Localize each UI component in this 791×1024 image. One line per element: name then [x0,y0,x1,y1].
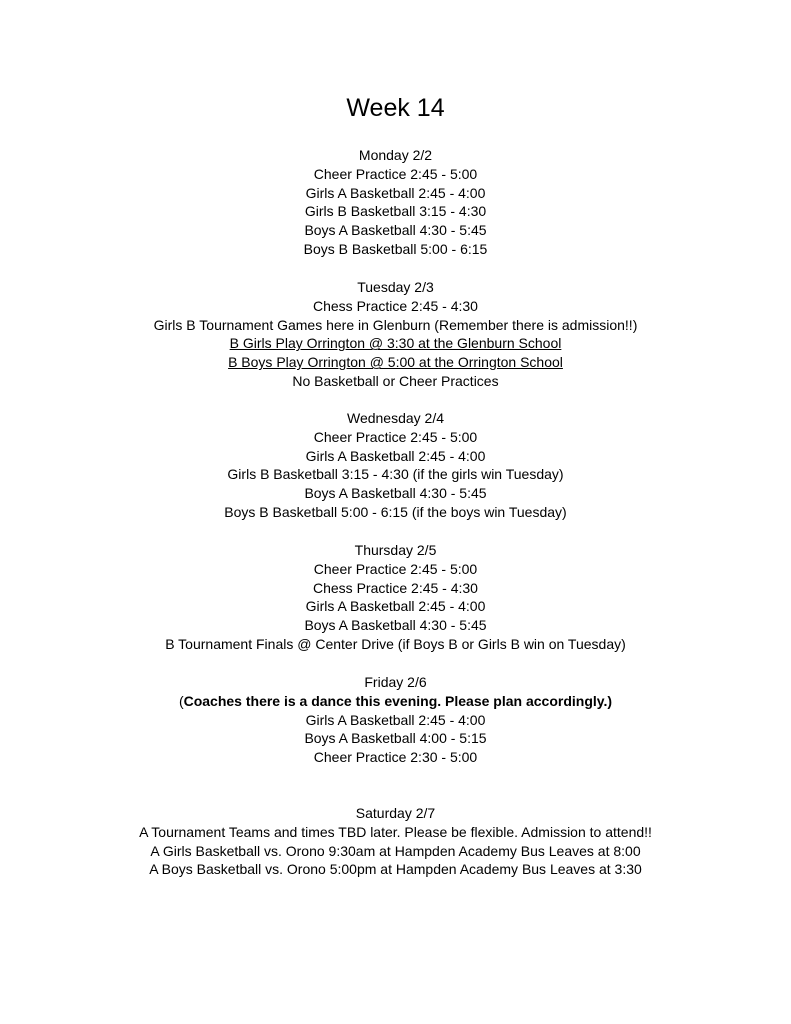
day-heading-friday: Friday 2/6 [364,674,427,690]
page-title: Week 14 [346,94,445,122]
day-section-saturday [0,804,791,879]
schedule-line: Chess Practice 2:45 - 4:30 [313,297,478,314]
schedule-line: Girls B Basketball 3:15 - 4:30 [304,203,487,220]
schedule-line-underlined: B Boys Play Orrington @ 5:00 at the Orrington School [228,354,563,371]
coaches-note-open-paren: ( [178,692,184,709]
schedule-line: A Boys Basketball vs. Orono 5:00pm at Hampden Academy Bus Leaves at 3:30 [149,861,642,878]
schedule-line: Chess Practice 2:45 - 4:30 [313,579,478,596]
schedule-line: Boys B Basketball 5:00 - 6:15 [303,240,488,257]
schedule-line: Boys A Basketball 4:30 - 5:45 [304,485,487,502]
day-section-thursday [0,541,791,654]
schedule-line: No Basketball or Cheer Practices [292,372,499,389]
day-heading-monday: Monday 2/2 [358,147,433,163]
day-heading-wednesday: Wednesday 2/4 [346,410,445,426]
schedule-line: Girls B Basketball 3:15 - 4:30 (if the girls win Tuesday) [227,466,564,483]
day-section-friday [0,673,791,767]
schedule-line: Girls A Basketball 2:45 - 4:00 [305,711,486,728]
schedule-line: A Girls Basketball vs. Orono 9:30am at Hampden Academy Bus Leaves at 8:00 [150,842,641,859]
schedule-line: Boys A Basketball 4:30 - 5:45 [304,222,487,239]
schedule-line: Cheer Practice 2:45 - 5:00 [313,428,478,445]
schedule-line: Girls B Tournament Games here in Glenburn (Remember there is admission!!) [153,316,638,333]
coaches-note-text: Coaches there is a dance this evening. Please plan accordingly.) [183,692,613,709]
day-section-wednesday [0,409,791,522]
schedule-line-underlined: B Girls Play Orrington @ 3:30 at the Glenburn School [229,335,562,352]
day-heading-thursday: Thursday 2/5 [354,542,437,558]
day-heading-tuesday: Tuesday 2/3 [357,279,434,295]
schedule-line: Boys B Basketball 5:00 - 6:15 (if the boys win Tuesday) [224,503,567,520]
schedule-line: A Tournament Teams and times TBD later. Please be flexible. Admission to attend!! [139,823,652,840]
schedule-line: Girls A Basketball 2:45 - 4:00 [305,447,486,464]
day-heading-saturday: Saturday 2/7 [355,805,436,821]
schedule-line: Boys A Basketball 4:30 - 5:45 [304,617,487,634]
day-section-tuesday [0,278,791,391]
schedule-line: Cheer Practice 2:45 - 5:00 [313,560,478,577]
schedule-line: Boys A Basketball 4:00 - 5:15 [304,730,487,747]
coaches-note [0,692,791,711]
schedule-line: Cheer Practice 2:45 - 5:00 [313,165,478,182]
schedule-line: B Tournament Finals @ Center Drive (if Boys B or Girls B win on Tuesday) [165,635,626,652]
schedule-line: Girls A Basketball 2:45 - 4:00 [305,598,486,615]
schedule-line: Girls A Basketball 2:45 - 4:00 [305,184,486,201]
schedule-line: Cheer Practice 2:30 - 5:00 [313,749,478,766]
day-section-monday [0,146,791,259]
